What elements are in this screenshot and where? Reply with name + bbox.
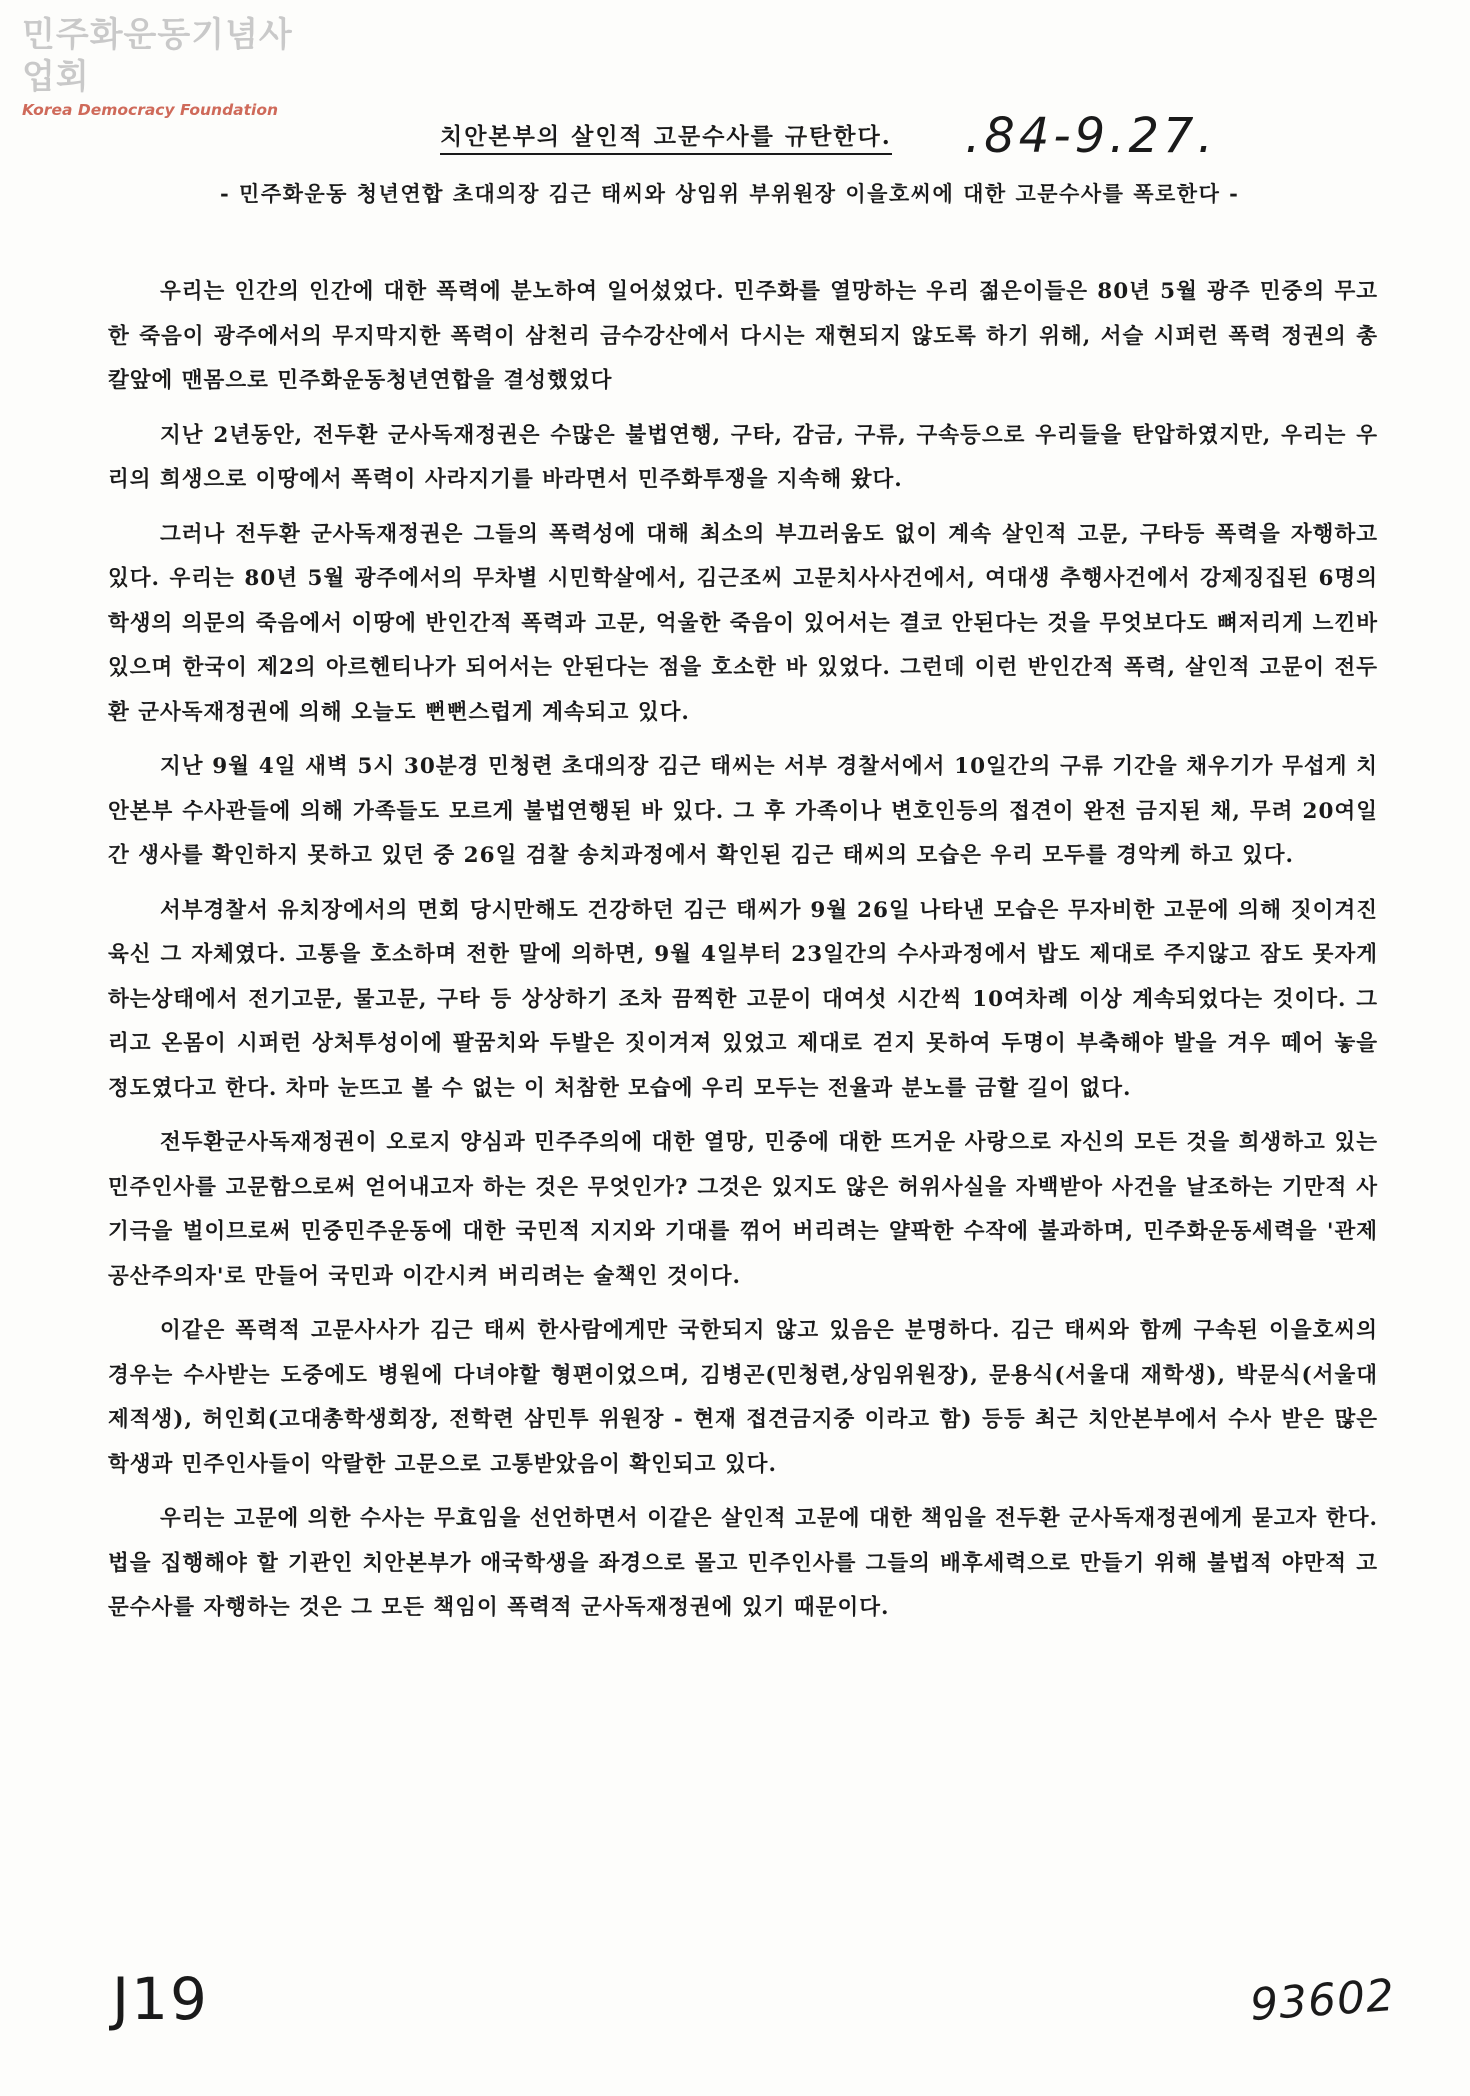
document-body <box>108 270 1378 1890</box>
watermark-korean: 민주화운동기념사업회 <box>22 15 293 97</box>
watermark-english: Korea Democracy Foundation <box>22 101 279 119</box>
paragraph: 지난 9월 4일 새벽 5시 30분경 민청련 초대의장 김근 태씨는 서부 경찰서에서 10일간의 구류 기간을 채우기가 무섭게 치안본부 수사관들에 의해 가족들도 모르게 불법연행된 바 있다. 그 후 가족이나 변호인등의 접견이 완전 금지된 채, 무려 20여일간 생사를 확인하지 못하고 있던 중 26일 검찰 송치과정에서 확인된 김근 태씨의 모습은 우리 모두를 경악케 하고 있다. <box>108 754 1378 868</box>
paragraph: 이같은 폭력적 고문사사가 김근 태씨 한사람에게만 국한되지 않고 있음은 분명하다. 김근 태씨와 함께 구속된 이을호씨의 경우는 수사받는 도중에도 병원에 다녀야할 형편이었으며, 김병곤(민청련,상임위원장), 문용식(서울대 재학생), 박문식(서울대 제적생), 허인회(고대총학생회장, 전학련 삼민투 위원장 - 현재 접견금지중 이라고 함) 등등 최근 치안본부에서 수사 받은 많은 학생과 민주인사들이 악랄한 고문으로 고통받았음이 확인되고 있다. <box>108 1318 1378 1477</box>
header-row <box>440 108 1400 168</box>
paragraph: 서부경찰서 유치장에서의 면회 당시만해도 건강하던 김근 태씨가 9월 26일 나타낸 모습은 무자비한 고문에 의해 짓이겨진 육신 그 자체였다. 고통을 호소하며 전한 말에 의하면, 9월 4일부터 23일간의 수사과정에서 밥도 제대로 주지않고 잠도 못자게 하는상태에서 전기고문, 물고문, 구타 등 상상하기 조차 끔찍한 고문이 대여섯 시간씩 10여차례 이상 계속되었다는 것이다. 그리고 온몸이 시퍼런 상처투성이에 팔꿈치와 두발은 짓이겨져 있었고 제대로 걷지 못하여 두명이 부축해야 발을 겨우 떼어 놓을 정도였다고 한다. 차마 눈뜨고 볼 수 없는 이 처참한 모습에 우리 모두는 전율과 분노를 금할 길이 없다. <box>108 897 1378 1101</box>
paragraph: 지난 2년동안, 전두환 군사독재정권은 수많은 불법연행, 구타, 감금, 구류, 구속등으로 우리들을 탄압하였지만, 우리는 우리의 희생으로 이땅에서 폭력이 사라지기를 바라면서 민주화투쟁을 지속해 왔다. <box>108 422 1378 492</box>
foundation-watermark <box>22 14 322 119</box>
document-subtitle: - 민주화운동 청년연합 초대의장 김근 태씨와 상임위 부위원장 이을호씨에 대한 고문수사를 폭로한다 - <box>220 181 1240 206</box>
handwritten-code-right: 93602 <box>1248 1970 1397 2031</box>
document-title: 치안본부의 살인적 고문수사를 규탄한다. <box>440 118 892 155</box>
paragraph: 우리는 인간의 인간에 대한 폭력에 분노하여 일어섰었다. 민주화를 열망하는 우리 젊은이들은 80년 5월 광주 민중의 무고한 죽음이 광주에서의 무지막지한 폭력이 삼천리 금수강산에서 다시는 재현되지 않도록 하기 위해, 서슬 시퍼런 폭력 정권의 총칼앞에 맨몸으로 민주화운동청년연합을 결성했었다 <box>108 279 1378 393</box>
handwritten-date: .84-9.27. <box>965 108 1217 164</box>
paragraph: 우리는 고문에 의한 수사는 무효임을 선언하면서 이같은 살인적 고문에 대한 책임을 전두환 군사독재정권에게 묻고자 한다. 법을 집행해야 할 기관인 치안본부가 애국학생을 좌경으로 몰고 민주인사를 그들의 배후세력으로 만들기 위해 불법적 야만적 고문수사를 자행하는 것은 그 모든 책임이 폭력적 군사독재정권에 있기 때문이다. <box>108 1506 1378 1620</box>
paragraph: 전두환군사독재정권이 오로지 양심과 민주주의에 대한 열망, 민중에 대한 뜨거운 사랑으로 자신의 모든 것을 희생하고 있는 민주인사를 고문함으로써 얻어내고자 하는 것은 무엇인가? 그것은 있지도 않은 허위사실을 자백받아 사건을 날조하는 기만적 사기극을 벌이므로써 민중민주운동에 대한 국민적 지지와 기대를 꺾어 버리려는 얄팍한 수작에 불과하며, 민주화운동세력을 '관제 공산주의자'로 만들어 국민과 이간시켜 버리려는 술책인 것이다. <box>108 1130 1378 1289</box>
paragraph: 그러나 전두환 군사독재정권은 그들의 폭력성에 대해 최소의 부끄러움도 없이 계속 살인적 고문, 구타등 폭력을 자행하고 있다. 우리는 80년 5월 광주에서의 무차별 시민학살에서, 김근조씨 고문치사사건에서, 여대생 추행사건에서 강제징집된 6명의 학생의 의문의 죽음에서 이땅에 반인간적 폭력과 고문, 억울한 죽음이 있어서는 결코 안된다는 것을 무엇보다도 뼈저리게 느낀바 있으며 한국이 제2의 아르헨티나가 되어서는 안된다는 점을 호소한 바 있었다. 그런데 이런 반인간적 폭력, 살인적 고문이 전두환 군사독재정권에 의해 오늘도 뻔뻔스럽게 계속되고 있다. <box>108 521 1378 725</box>
handwritten-code-left: J19 <box>112 1965 209 2033</box>
